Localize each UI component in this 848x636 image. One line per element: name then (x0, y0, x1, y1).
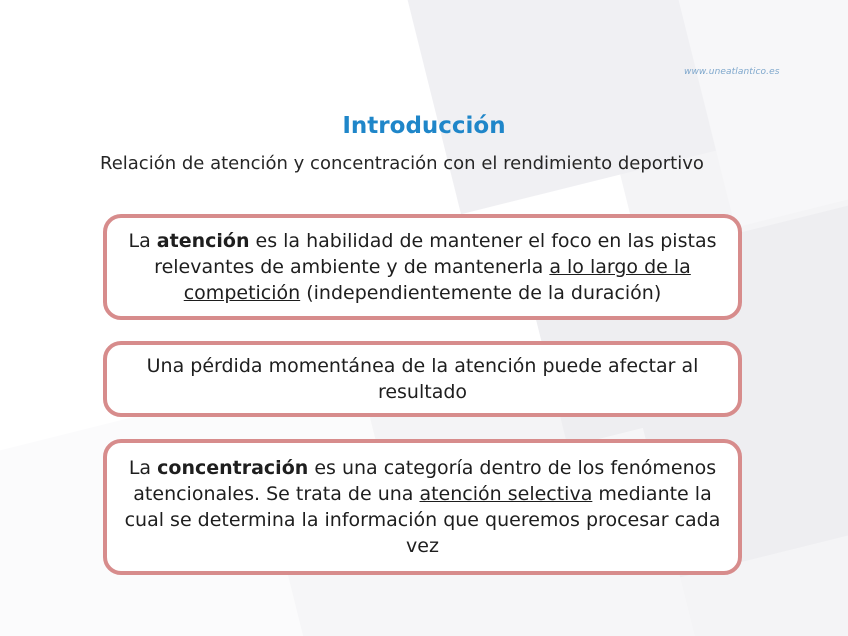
attention-loss-text: Una pérdida momentánea de la atención puede afectar al resultado (146, 355, 699, 403)
attention-definition-box (103, 214, 742, 320)
term-attention: atención (156, 230, 250, 252)
concentration-definition-text (121, 455, 724, 559)
website-url: www.uneatlantico.es (684, 67, 780, 77)
term-concentration: concentración (157, 457, 309, 479)
text-segment: mediante la cual se determina la información que queremos procesar cada vez (124, 483, 721, 557)
attention-loss-box (103, 341, 742, 417)
slide-subtitle: Relación de atención y concentración con el rendimiento deportivo (100, 153, 704, 174)
concentration-definition-box (103, 439, 742, 575)
attention-definition-text (121, 228, 724, 306)
underlined-phrase: atención selectiva (419, 483, 593, 505)
text-segment: La (128, 230, 157, 252)
underlined-phrase: a lo largo de la competición (183, 256, 691, 304)
text-segment: La (128, 457, 158, 479)
text-segment: es una categoría dentro de los fenómenos atencionales. Se trata de una (133, 457, 717, 505)
text-segment: (independientemente de la duración) (300, 282, 662, 304)
text-segment: es la habilidad de mantener el foco en las pistas relevantes de ambiente y de mantenerla (154, 230, 717, 278)
slide-title: Introducción (342, 113, 506, 139)
